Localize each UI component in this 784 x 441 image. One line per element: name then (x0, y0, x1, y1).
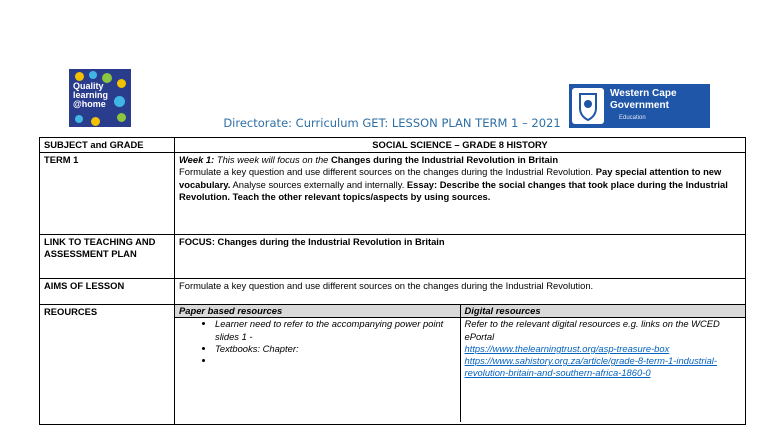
paper-list (179, 318, 456, 367)
row-label: LINK TO TEACHING AND ASSESSMENT PLAN (40, 235, 175, 279)
term-line2: Formulate a key question and use different sources on the changes during the Industrial Revolution. (179, 166, 596, 178)
logo-text (73, 82, 108, 109)
row-label: TERM 1 (40, 153, 175, 235)
logo-dot (117, 79, 126, 88)
week-label: Week 1: (179, 154, 215, 166)
wc-subtitle: Education (619, 115, 646, 121)
wc-title-line: Western Cape (610, 88, 677, 99)
row-label: AIMS OF LESSON (40, 279, 175, 305)
paper-header: Paper based resources (175, 305, 460, 318)
wc-title-line: Government (610, 100, 669, 111)
link-content (175, 235, 746, 279)
row-label: REOURCES (40, 305, 175, 425)
table-row (40, 138, 746, 153)
list-item: • Textbooks: Chapter: (215, 343, 456, 355)
list-item (215, 355, 456, 367)
logo-line: @home (73, 99, 106, 109)
resources-header-row (175, 305, 745, 318)
treasure-box-link[interactable]: https://www.thelearningtrust.org/asp-treasure-box (464, 342, 670, 354)
table-row (40, 305, 746, 425)
digital-header: Digital resources (460, 305, 745, 318)
focus-text: Changes during the Industrial Revolution in Britain (214, 236, 445, 248)
logo-line: learning (73, 90, 109, 100)
table-row (40, 153, 746, 235)
resources-table (175, 305, 745, 422)
focus-pre: This week will focus on the (214, 154, 331, 166)
logo-line: Quality (73, 81, 104, 91)
sahistory-link[interactable]: https://www.sahistory.org.za/article/grade-8-term-1-industrial-revolution-britain-and-southern-africa-1860-0 (464, 355, 718, 379)
digital-cell (460, 318, 745, 422)
subject-value: SOCIAL SCIENCE – GRADE 8 HISTORY (175, 138, 746, 153)
term-line3: Analyse sources externally and internally. (230, 178, 407, 190)
logo-dot (75, 72, 84, 81)
logo-dot (89, 71, 97, 79)
digital-intro: Refer to the relevant digital resources e.g. links on the WCED ePortal (464, 318, 720, 342)
aims-value: Formulate a key question and use different sources on the changes during the Industrial Revolution. (175, 279, 746, 305)
focus-topic: Changes during the Industrial Revolution in Britain (330, 154, 559, 166)
row-label: SUBJECT and GRADE (40, 138, 175, 153)
wc-title (610, 88, 677, 112)
logo-dot (114, 96, 125, 107)
table-row (40, 235, 746, 279)
lesson-plan-table (39, 137, 746, 425)
term-line2-bold: Pay special attention to new vocabulary. (179, 166, 722, 190)
table-row (40, 279, 746, 305)
resources-cell (175, 305, 746, 425)
page-title: Directorate: Curriculum GET: LESSON PLAN TERM 1 – 2021 (223, 116, 561, 130)
term-content (175, 153, 746, 235)
focus-label: FOCUS: (179, 236, 215, 248)
term-line3-bold: Essay: Describe the social changes that took place during the Industrial Revolution. Teach the other relevant topics/aspects by using sources. (179, 178, 728, 202)
paper-list-cell (175, 318, 460, 422)
list-item: • Learner need to refer to the accompanying power point slides 1 - (215, 318, 456, 342)
resources-body-row (175, 318, 745, 422)
